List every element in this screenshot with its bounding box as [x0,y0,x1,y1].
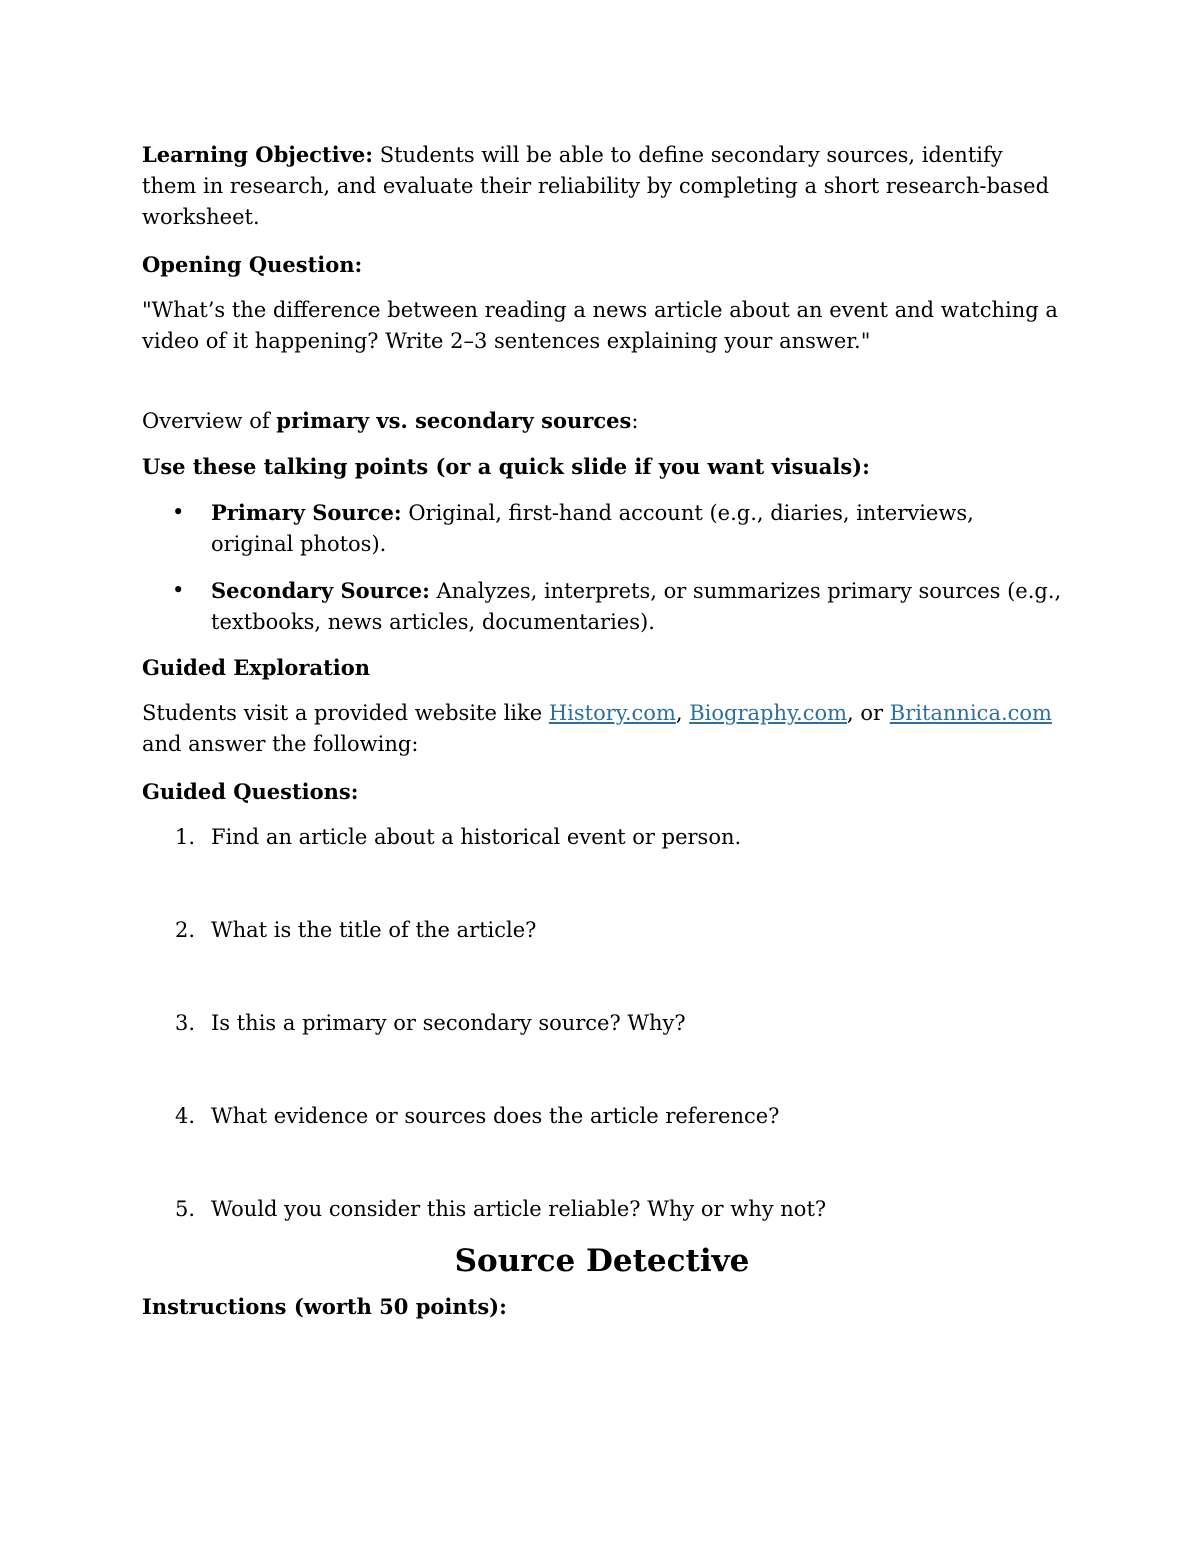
page-title: Source Detective [454,1243,750,1279]
list-item: 1. Find an article about a historical event or person. [175,825,742,849]
opening-question-heading: Opening Question: [142,252,363,277]
list-item: 3. Is this a primary or secondary source? Why? [175,1011,686,1035]
overview-bold: primary vs. secondary sources [276,408,632,433]
overview-line: Overview of primary vs. secondary sources: [142,408,639,433]
list-item: 2. What is the title of the article? [175,918,537,942]
list-item-secondary-source: • Secondary Source: Analyzes, interprets, or summarizes primary sources (e.g., textbooks, news articles, documentaries). [142,575,1062,638]
opening-question-text: "What’s the difference between reading a news article about an event and watching a video of it happening? Write 2–3 sentences explaining your answer." [142,298,1058,353]
instructions-heading: Instructions (worth 50 points): [142,1294,507,1319]
spacer [142,357,1062,405]
talking-points-heading: Use these talking points (or a quick slide if you want visuals): [142,454,870,479]
britannica-link[interactable]: Britannica.com [889,701,1052,725]
guided-exploration-intro: Students visit a provided website like History.com, Biography.com, or Britannica.com and answer the following: [142,701,1052,756]
list-item: 5. Would you consider this article reliable? Why or why not? [175,1197,827,1221]
learning-objective [142,139,1062,233]
document-page [142,139,1062,1323]
list-item-primary-source: • Primary Source: Original, first-hand account (e.g., diaries, interviews, original photos). [142,497,1062,560]
learning-objective-label: Learning Objective: [142,142,374,167]
bullet-icon: • [172,578,185,602]
guided-exploration-heading: Guided Exploration [142,655,371,680]
learning-objective-text: Students will be able to define secondary sources, identify them in research, and evaluate their reliability by completing a short research-based worksheet. [142,143,1050,229]
source-types-list [142,497,1062,638]
guided-questions-list [142,822,1062,1225]
list-item: 4. What evidence or sources does the article reference? [175,1104,780,1128]
biography-link[interactable]: Biography.com [689,701,848,725]
history-link[interactable]: History.com [548,701,676,725]
guided-questions-heading: Guided Questions: [142,779,359,804]
bullet-icon: • [172,500,185,524]
